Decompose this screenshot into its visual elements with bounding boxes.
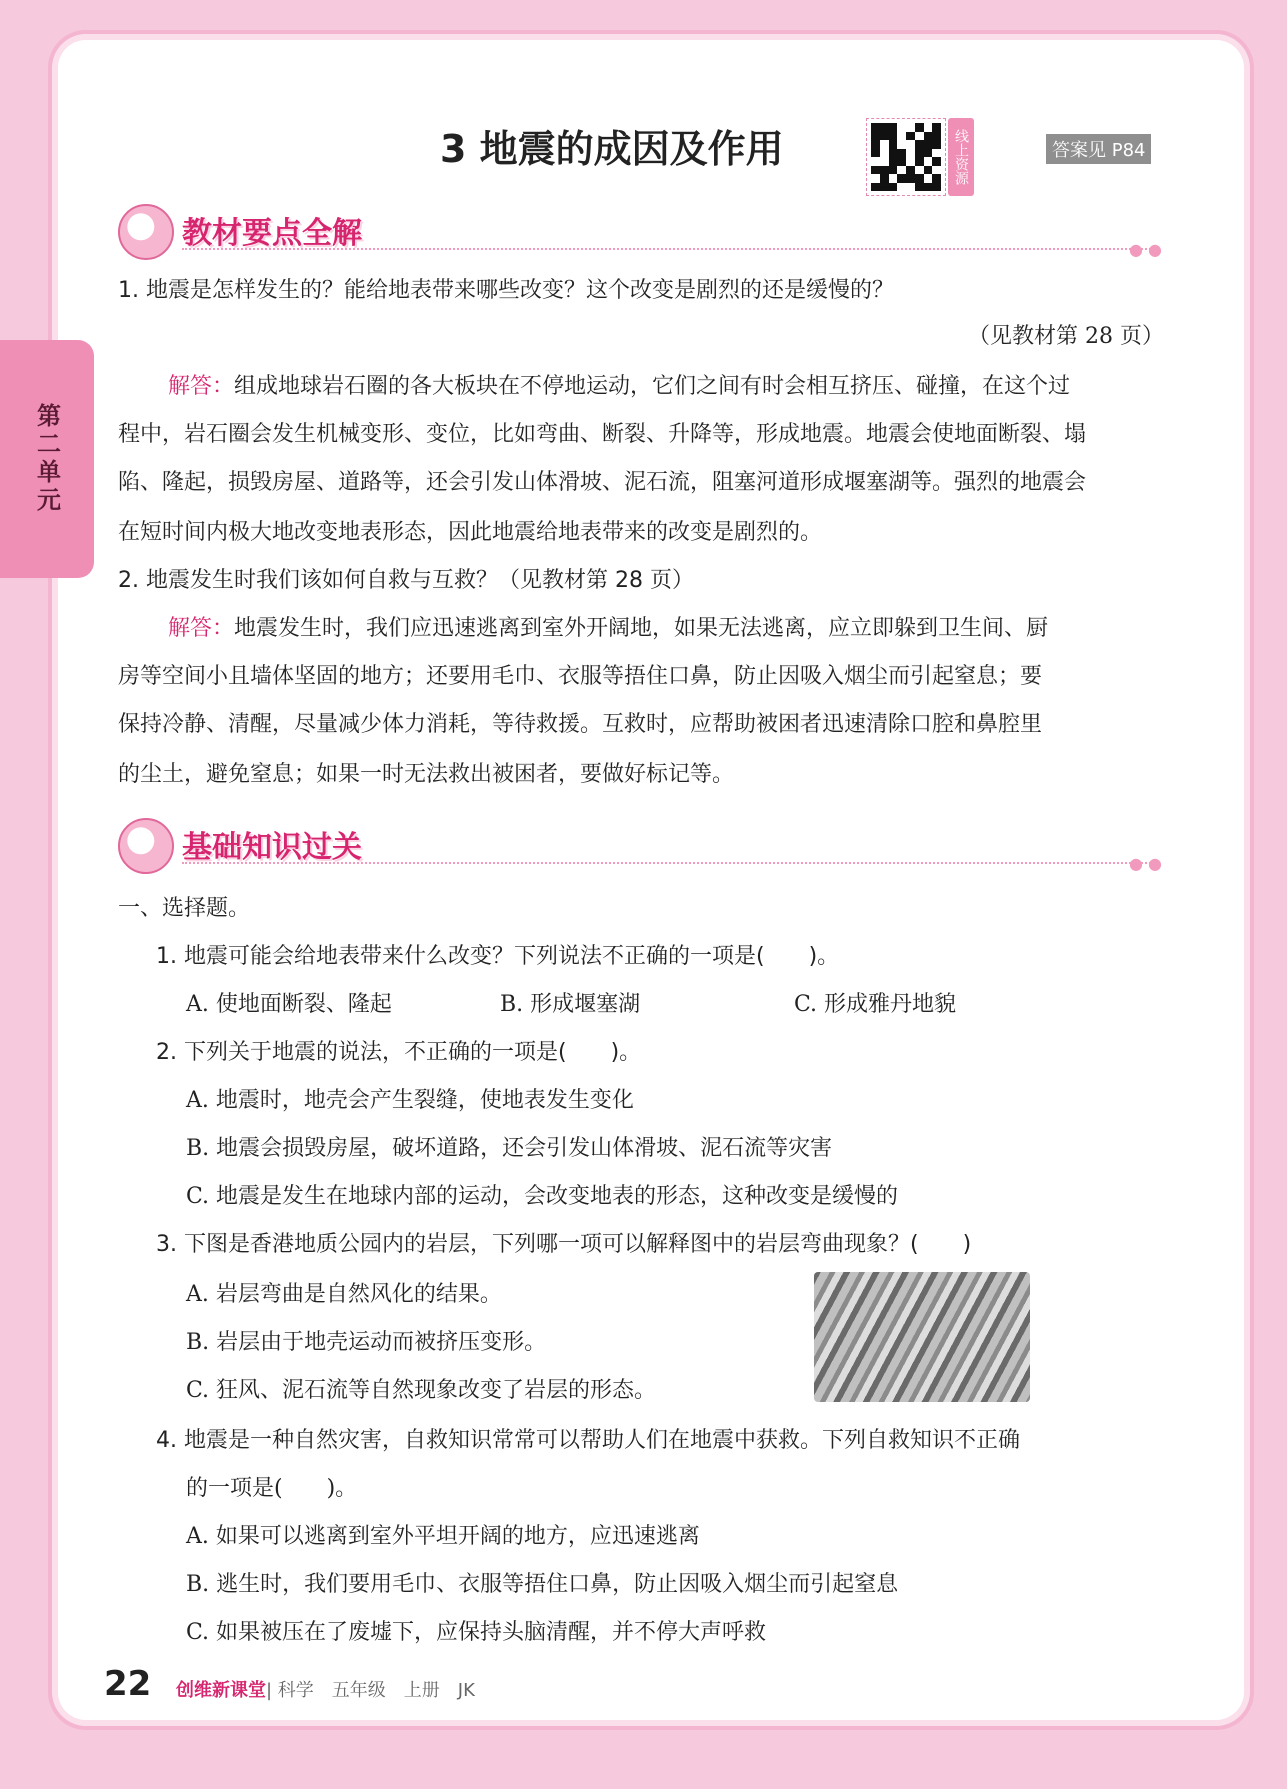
page-title: 3 地震的成因及作用 [440, 127, 784, 171]
answer-1-line-1: 解答：组成地球岩石圈的各大板块在不停地运动，它们之间有时会相互挤压、碰撞，在这个过 [168, 374, 1071, 399]
section-header-basics [118, 818, 1162, 873]
answer-1-line-3: 陷、隆起，损毁房屋、道路等，还会引发山体滑坡、泥石流，阻塞河道形成堰塞湖等。强烈的地震会 [118, 470, 1087, 495]
mascot-icon [118, 818, 174, 874]
mcq-1-stem: 1. 地震可能会给地表带来什么改变？下列说法不正确的一项是( )。 [156, 944, 840, 969]
mcq-2-option-b[interactable]: B. 地震会损毁房屋，破坏道路，还会引发山体滑坡、泥石流等灾害 [186, 1136, 833, 1161]
mcq-4-option-a[interactable]: A. 如果可以逃离到室外平坦开阔的地方，应迅速逃离 [186, 1524, 700, 1549]
mcq-2-option-a[interactable]: A. 地震时，地壳会产生裂缝，使地表发生变化 [186, 1088, 634, 1113]
dotted-divider [182, 862, 1158, 864]
answer-2-line-2: 房等空间小且墙体坚固的地方；还要用毛巾、衣服等捂住口鼻，防止因吸入烟尘而引起窒息；要 [118, 664, 1043, 689]
qr-code-icon[interactable] [866, 118, 946, 196]
answer-2-line-3: 保持冷静、清醒，尽量减少体力消耗，等待救援。互救时，应帮助被困者迅速清除口腔和鼻腔里 [118, 712, 1043, 737]
mcq-1-option-a[interactable]: A. 使地面断裂、隆起 [186, 992, 392, 1017]
mcq-1-option-c[interactable]: C. 形成雅丹地貌 [794, 992, 957, 1017]
mcq-2-option-c[interactable]: C. 地震是发生在地球内部的运动，会改变地表的形态，这种改变是缓慢的 [186, 1184, 899, 1209]
book-info: | 科学 五年级 上册 JK [266, 1680, 475, 1701]
answer-label: 解答： [168, 374, 235, 399]
answer-2-line-1: 解答：地震发生时，我们应迅速逃离到室外开阔地，如果无法逃离，应立即躲到卫生间、厨 [168, 616, 1049, 641]
mcq-3-option-a[interactable]: A. 岩层弯曲是自然风化的结果。 [186, 1282, 502, 1307]
answer-2-line-4: 的尘土，避免窒息；如果一时无法救出被困者，要做好标记等。 [118, 762, 735, 787]
unit-label: 第二单元 [32, 403, 61, 515]
mcq-2-stem: 2. 下列关于地震的说法，不正确的一项是( )。 [156, 1040, 642, 1065]
answer-1-line-2: 程中，岩石圈会发生机械变形、变位，比如弯曲、断裂、升降等，形成地震。地震会使地面断裂、塌 [118, 422, 1087, 447]
answer-label: 解答： [168, 616, 235, 641]
question-2: 2. 地震发生时我们该如何自救与互救？（见教材第 28 页） [118, 568, 694, 593]
mascot-icon [118, 204, 174, 260]
textbook-ref: （见教材第 28 页） [968, 324, 1164, 349]
unit-side-tab [0, 340, 94, 578]
answer-1-line-4: 在短时间内极大地改变地表形态，因此地震给地表带来的改变是剧烈的。 [118, 520, 823, 545]
mcq-3-option-b[interactable]: B. 岩层由于地壳运动而被挤压变形。 [186, 1330, 547, 1355]
rock-strata-photo [814, 1272, 1030, 1402]
brand-name: 创维新课堂 [176, 1680, 266, 1701]
mcq-4-stem-cont: 的一项是( )。 [186, 1476, 358, 1501]
mcq-3-option-c[interactable]: C. 狂风、泥石流等自然现象改变了岩层的形态。 [186, 1378, 657, 1403]
dots-icon: ● ● [1128, 854, 1162, 873]
answer-reference-badge: 答案见 P84 [1046, 134, 1151, 164]
section-title: 基础知识过关 [182, 830, 362, 865]
question-1: 1. 地震是怎样发生的？能给地表带来哪些改变？这个改变是剧烈的还是缓慢的？ [118, 278, 894, 303]
qr-label: 线上资源 [948, 118, 974, 196]
mcq-4-option-b[interactable]: B. 逃生时，我们要用毛巾、衣服等捂住口鼻，防止因吸入烟尘而引起窒息 [186, 1572, 899, 1597]
mcq-4-option-c[interactable]: C. 如果被压在了废墟下，应保持头脑清醒，并不停大声呼救 [186, 1620, 767, 1645]
dots-icon: ● ● [1128, 240, 1162, 259]
section-title: 教材要点全解 [182, 216, 362, 251]
part-heading: 一、选择题。 [118, 896, 251, 921]
mcq-3-stem: 3. 下图是香港地质公园内的岩层，下列哪一项可以解释图中的岩层弯曲现象？( ) [156, 1232, 972, 1257]
dotted-divider [182, 248, 1158, 250]
page-number: 22 [104, 1664, 152, 1704]
footer-info [176, 1676, 475, 1702]
section-header-key-points [118, 204, 1162, 259]
mcq-1-option-b[interactable]: B. 形成堰塞湖 [500, 992, 641, 1017]
mcq-4-stem: 4. 地震是一种自然灾害，自救知识常常可以帮助人们在地震中获救。下列自救知识不正确 [156, 1428, 1020, 1453]
